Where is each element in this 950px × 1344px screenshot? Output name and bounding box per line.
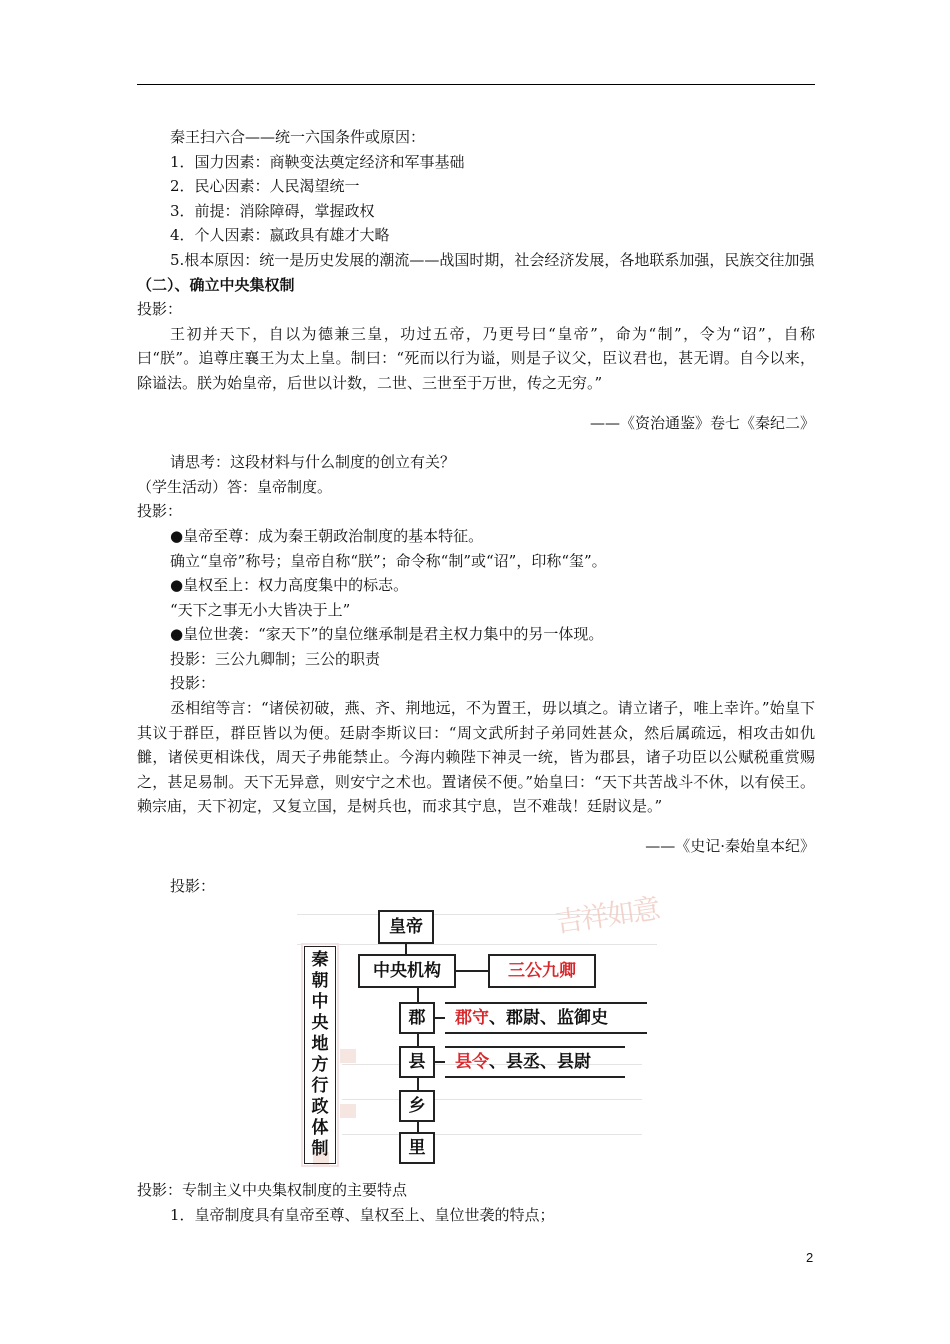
quote-source-1: ——《资治通鉴》卷七《秦纪二》 (589, 413, 815, 432)
point-quote: “天下之事无小大皆决于上” (170, 600, 351, 619)
section-title: （二）、确立中央集权制 (137, 275, 295, 294)
diagram-vertical-title (304, 946, 336, 1164)
answer-text: （学生活动）答：皇帝制度。 (137, 477, 333, 496)
vertical-char: 行 (311, 1076, 329, 1097)
county-magistrate: 县令 (455, 1051, 489, 1072)
projection-three-lords: 投影：三公九卿制；三公的职责 (170, 649, 381, 668)
quote-shiji: 丞相绾等言：“诸侯初破，燕、齐、荆地远，不为置王，毋以填之。请立诸子，唯上幸许。”始皇下其议于群臣，群臣皆以为便。廷尉李斯议曰：“周文武所封子弟同姓甚众，然后属疏远，相攻击如仇雠，诸侯更相诛伐，周天子弗能禁止。今海内赖陛下神灵一统，皆为郡县，诸子功臣以公赋税重赏赐之，甚足易制。天下无异意，则安宁之术也。置诸侯不便。”始皇曰：“天下共苦战斗不休，以有侯王。赖宗庙，天下初定，又复立国，是树兵也，而求其宁息，岂不难哉！廷尉议是。” (137, 699, 815, 816)
closing-item-1: 1．皇帝制度具有皇帝至尊、皇权至上、皇位世袭的特点； (170, 1205, 555, 1224)
connector (405, 944, 407, 954)
decor-stamp (340, 1049, 356, 1063)
box-central-agency: 中央机构 (358, 954, 456, 988)
county-officials (445, 1046, 625, 1078)
connector (435, 1061, 445, 1063)
unification-heading: 秦王扫六合——统一六国条件或原因： (170, 128, 426, 146)
unification-item-1: 1．国力因素：商鞅变法奠定经济和军事基础 (170, 152, 465, 171)
unification-item-2: 2．民心因素：人民渴望统一 (170, 177, 360, 196)
connector (417, 1034, 419, 1046)
diagram-bg-line (297, 944, 657, 945)
header-rule (137, 84, 815, 85)
vertical-char: 朝 (311, 971, 329, 992)
connector (417, 1122, 419, 1132)
quote-zizhi-tongjian: 王初并天下，自以为德兼三皇，功过五帝，乃更号曰“皇帝”，命为“制”，令为“诏”，自称曰“朕”。追尊庄襄王为太上皇。制曰：“死而以行为谥，则是子议父，臣议君也，甚无谓。自今以来，除谥法。朕为始皇帝，后世以计数，二世、三世至于万世，传之无穷。” (137, 324, 815, 392)
diagram-bg-line (342, 1134, 642, 1135)
point-imperial-power: ●皇权至上：权力高度集中的标志。 (170, 576, 409, 595)
question-text: 请思考：这段材料与什么制度的创立有关？ (170, 453, 456, 472)
vertical-char: 制 (311, 1139, 329, 1160)
page-number: 2 (806, 1250, 814, 1265)
commandery-governor: 郡守 (455, 1007, 489, 1028)
commandery-other-officials: 、郡尉、监御史 (489, 1007, 608, 1028)
point-emperor-supreme: ●皇帝至尊：成为秦王朝政治制度的基本特征。 (170, 526, 484, 545)
quote-source-2: ——《史记·秦始皇本纪》 (645, 837, 815, 856)
projection-label-2: 投影： (137, 502, 183, 521)
box-township: 乡 (399, 1090, 435, 1122)
qin-admin-diagram (137, 892, 815, 1170)
connector (417, 988, 419, 1002)
vertical-char: 体 (311, 1118, 329, 1139)
point-hereditary: ●皇位世袭：“家天下”的皇位继承制是君主权力集中的另一体现。 (170, 625, 604, 644)
vertical-char: 秦 (311, 950, 329, 971)
connector (435, 1017, 445, 1019)
vertical-char: 地 (311, 1034, 329, 1055)
unification-item-5: 5.根本原因：统一是历史发展的潮流——战国时期，社会经济发展，各地联系加强，民族交往加强 (170, 250, 815, 269)
watermark-seal: 吉祥如意 (553, 892, 661, 940)
box-county: 县 (399, 1046, 435, 1078)
projection-label: 投影： (137, 300, 183, 319)
vertical-char: 央 (311, 1013, 329, 1034)
connector (417, 1078, 419, 1090)
commandery-officials (445, 1002, 647, 1034)
point-title-detail: 确立“皇帝”称号；皇帝自称“朕”；命令称“制”或“诏”，印称“玺”。 (170, 551, 607, 570)
closing-projection: 投影：专制主义中央集权制度的主要特点 (137, 1181, 408, 1200)
connector (456, 970, 488, 972)
vertical-char: 政 (311, 1097, 329, 1118)
unification-item-4: 4．个人因素：嬴政具有雄才大略 (170, 226, 390, 245)
vertical-char: 方 (311, 1055, 329, 1076)
unification-item-3: 3．前提：消除障碍，掌握政权 (170, 201, 375, 220)
county-other-officials: 、县丞、县尉 (489, 1051, 591, 1072)
box-three-lords-nine-ministers: 三公九卿 (488, 954, 596, 988)
box-village: 里 (399, 1132, 435, 1164)
projection-label-3: 投影： (170, 674, 216, 693)
decor-stamp (340, 1104, 356, 1118)
document-body (137, 125, 815, 1227)
box-emperor: 皇帝 (378, 910, 434, 944)
diagram-bg-line (342, 1099, 642, 1100)
box-commandery: 郡 (399, 1002, 435, 1034)
projection-label-4: 投影： (170, 876, 216, 895)
vertical-char: 中 (311, 992, 329, 1013)
